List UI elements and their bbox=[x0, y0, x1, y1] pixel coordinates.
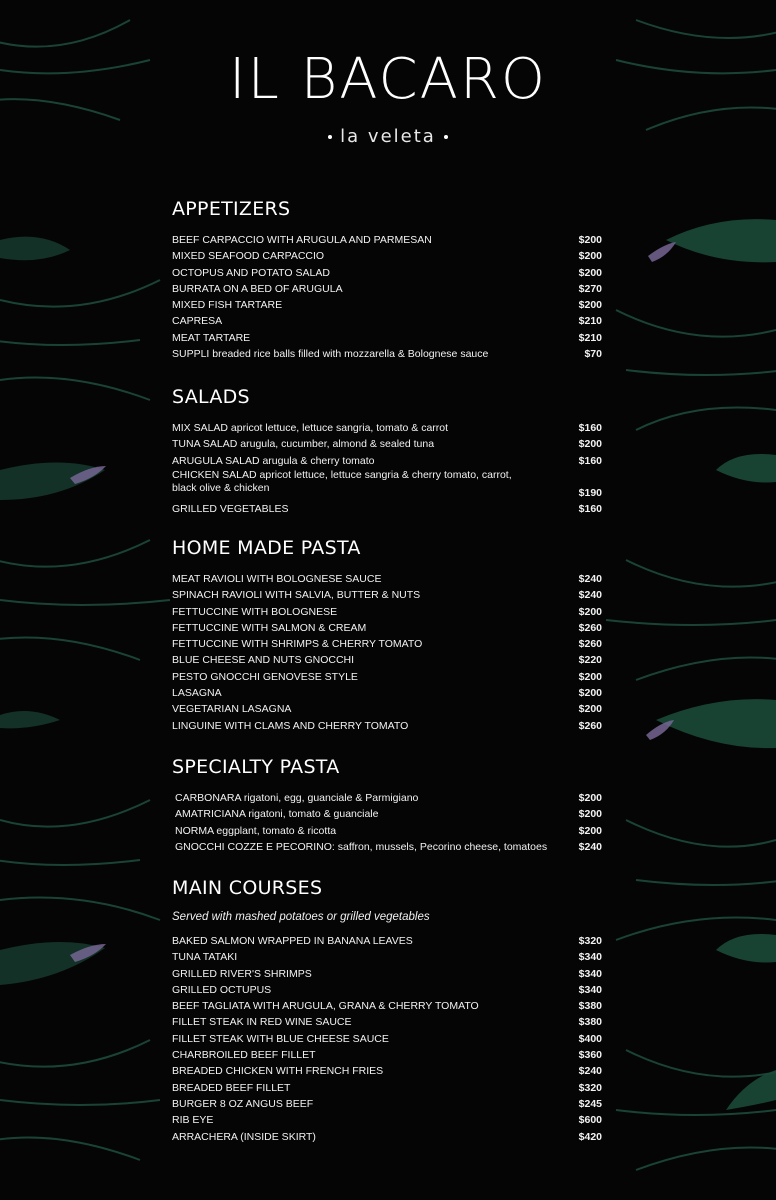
menu-item bbox=[175, 823, 602, 839]
menu-item bbox=[172, 330, 602, 346]
item-price: $200 bbox=[578, 792, 602, 804]
menu-item bbox=[172, 1112, 602, 1128]
menu-item bbox=[172, 1080, 602, 1096]
item-price: $380 bbox=[578, 1000, 602, 1013]
item-name: TUNA TATAKI bbox=[172, 951, 238, 964]
item-price: $240 bbox=[578, 840, 602, 853]
item-name: MEAT RAVIOLI WITH BOLOGNESE SAUCE bbox=[172, 573, 382, 585]
item-price: $240 bbox=[578, 589, 602, 602]
item-price: $210 bbox=[578, 331, 602, 344]
menu-item bbox=[175, 790, 602, 806]
item-price: $340 bbox=[578, 951, 602, 964]
menu-item bbox=[172, 571, 602, 587]
section-title: APPETIZERS bbox=[172, 198, 291, 220]
section-salads bbox=[172, 386, 602, 517]
item-list bbox=[172, 420, 602, 517]
item-name: MIXED FISH TARTARE bbox=[172, 299, 283, 312]
menu-item bbox=[172, 949, 602, 965]
section-specialty-pasta bbox=[172, 756, 602, 855]
restaurant-subtitle bbox=[0, 126, 776, 147]
menu-item bbox=[172, 587, 602, 603]
section-note: Served with mashed potatoes or grilled vegetables bbox=[172, 911, 430, 923]
section-title: HOME MADE PASTA bbox=[172, 537, 361, 559]
menu-item bbox=[172, 1063, 602, 1079]
item-list bbox=[175, 790, 602, 855]
item-price: $200 bbox=[578, 687, 602, 700]
item-name: ARRACHERA (INSIDE SKIRT) bbox=[172, 1130, 316, 1143]
dot-icon bbox=[444, 135, 448, 139]
item-name: GRILLED OCTUPUS bbox=[172, 983, 272, 996]
menu-item bbox=[172, 346, 602, 362]
section-title: SALADS bbox=[172, 386, 250, 408]
item-price: $160 bbox=[578, 422, 602, 434]
item-name: TUNA SALAD arugula, cucumber, almond & sealed tuna bbox=[172, 438, 435, 451]
item-price: $260 bbox=[578, 638, 602, 651]
item-name: LASAGNA bbox=[172, 687, 222, 700]
item-price: $245 bbox=[578, 1097, 602, 1110]
item-name: CARBONARA rigatoni, egg, guanciale & Parmigiano bbox=[175, 792, 419, 804]
item-price: $200 bbox=[578, 250, 602, 263]
item-price: $70 bbox=[584, 348, 602, 361]
item-price: $160 bbox=[578, 454, 602, 467]
item-name: CHARBROILED BEEF FILLET bbox=[172, 1049, 316, 1062]
item-name: BEEF CARPACCIO WITH ARUGULA AND PARMESAN bbox=[172, 234, 432, 246]
menu-item bbox=[172, 436, 602, 452]
menu-item bbox=[172, 501, 602, 517]
item-price: $360 bbox=[578, 1049, 602, 1062]
item-price: $200 bbox=[578, 670, 602, 683]
item-name: LINGUINE WITH CLAMS AND CHERRY TOMATO bbox=[172, 719, 409, 732]
right-leaf-border bbox=[576, 0, 776, 1200]
item-name: FILLET STEAK WITH BLUE CHEESE SAUCE bbox=[172, 1032, 389, 1045]
item-name: SPINACH RAVIOLI WITH SALVIA, BUTTER & NUTS bbox=[172, 589, 421, 602]
item-name: VEGETARIAN LASAGNA bbox=[172, 703, 292, 716]
item-name: BEEF TAGLIATA WITH ARUGULA, GRANA & CHERRY TOMATO bbox=[172, 1000, 479, 1013]
item-name: BURRATA ON A BED OF ARUGULA bbox=[172, 282, 343, 295]
item-price: $320 bbox=[578, 1081, 602, 1094]
section-home-made-pasta bbox=[172, 537, 602, 734]
item-name: AMATRICIANA rigatoni, tomato & guanciale bbox=[175, 808, 379, 821]
item-name: RIB EYE bbox=[172, 1114, 214, 1127]
menu-item bbox=[172, 265, 602, 281]
item-name: BREADED BEEF FILLET bbox=[172, 1081, 291, 1094]
menu-item bbox=[172, 669, 602, 685]
item-name: BREADED CHICKEN WITH FRENCH FRIES bbox=[172, 1065, 384, 1078]
item-price: $260 bbox=[578, 621, 602, 634]
menu-header bbox=[0, 47, 776, 147]
item-price: $200 bbox=[578, 703, 602, 716]
item-price: $380 bbox=[578, 1016, 602, 1029]
item-price: $210 bbox=[578, 315, 602, 328]
item-price: $220 bbox=[578, 654, 602, 667]
menu-item bbox=[172, 248, 602, 264]
item-name: MEAT TARTARE bbox=[172, 331, 251, 344]
item-price: $420 bbox=[578, 1130, 602, 1143]
item-name: ARUGULA SALAD arugula & cherry tomato bbox=[172, 454, 375, 467]
menu-item bbox=[172, 620, 602, 636]
palm-leaves-icon bbox=[576, 0, 776, 1200]
item-price: $600 bbox=[578, 1114, 602, 1127]
menu-item bbox=[172, 718, 602, 734]
item-name: BAKED SALMON WRAPPED IN BANANA LEAVES bbox=[172, 935, 413, 947]
menu-item bbox=[172, 297, 602, 313]
item-price: $320 bbox=[578, 935, 602, 947]
dot-icon bbox=[328, 135, 332, 139]
menu-item bbox=[172, 453, 602, 469]
restaurant-title: IL BACARO bbox=[229, 47, 547, 112]
left-leaf-border bbox=[0, 0, 200, 1200]
item-price: $200 bbox=[578, 234, 602, 246]
item-name: FETTUCCINE WITH SALMON & CREAM bbox=[172, 621, 367, 634]
item-price: $200 bbox=[578, 824, 602, 837]
item-price: $200 bbox=[578, 605, 602, 618]
menu-item bbox=[172, 232, 602, 248]
item-list bbox=[172, 933, 602, 1145]
item-name: FILLET STEAK IN RED WINE SAUCE bbox=[172, 1016, 352, 1029]
menu-item bbox=[172, 604, 602, 620]
menu-item bbox=[172, 982, 602, 998]
menu-item bbox=[172, 1031, 602, 1047]
menu-item bbox=[172, 701, 602, 717]
item-name: CAPRESA bbox=[172, 315, 223, 328]
item-name: MIX SALAD apricot lettuce, lettuce sangria, tomato & carrot bbox=[172, 422, 449, 434]
item-price: $190 bbox=[578, 486, 602, 499]
menu-item bbox=[172, 1096, 602, 1112]
item-price: $240 bbox=[578, 1065, 602, 1078]
item-list bbox=[172, 232, 602, 362]
item-price: $240 bbox=[578, 573, 602, 585]
menu-item bbox=[172, 966, 602, 982]
section-appetizers bbox=[172, 198, 602, 362]
item-name: PESTO GNOCCHI GENOVESE STYLE bbox=[172, 670, 358, 683]
menu-item bbox=[175, 839, 602, 855]
menu-item bbox=[172, 685, 602, 701]
menu-item bbox=[172, 636, 602, 652]
item-name: GRILLED VEGETABLES bbox=[172, 503, 289, 516]
item-price: $270 bbox=[578, 282, 602, 295]
section-title: MAIN COURSES bbox=[172, 877, 323, 899]
item-price: $200 bbox=[578, 299, 602, 312]
menu-item bbox=[172, 1014, 602, 1030]
menu-item bbox=[175, 806, 602, 822]
menu-item bbox=[172, 933, 602, 949]
item-name: BLUE CHEESE AND NUTS GNOCCHI bbox=[172, 654, 355, 667]
item-name: GRILLED RIVER'S SHRIMPS bbox=[172, 967, 312, 980]
item-price: $260 bbox=[578, 719, 602, 732]
item-name: GNOCCHI COZZE E PECORINO: saffron, mussels, Pecorino cheese, tomatoes bbox=[175, 840, 548, 853]
menu-item bbox=[172, 313, 602, 329]
menu-item bbox=[172, 281, 602, 297]
palm-leaves-icon bbox=[0, 0, 200, 1200]
item-name: OCTOPUS AND POTATO SALAD bbox=[172, 266, 330, 279]
menu-item bbox=[172, 998, 602, 1014]
menu-item bbox=[172, 420, 602, 436]
menu-item bbox=[172, 1129, 602, 1145]
item-name: CHICKEN SALAD apricot lettuce, lettuce sangria & cherry tomato, carrot, black olive & chicken bbox=[172, 468, 512, 495]
item-price: $200 bbox=[578, 808, 602, 821]
item-name: MIXED SEAFOOD CARPACCIO bbox=[172, 250, 325, 263]
item-price: $200 bbox=[578, 438, 602, 451]
item-price: $340 bbox=[578, 967, 602, 980]
menu-item bbox=[172, 1047, 602, 1063]
item-name: FETTUCCINE WITH SHRIMPS & CHERRY TOMATO bbox=[172, 638, 423, 651]
item-list bbox=[172, 571, 602, 734]
item-name: SUPPLI breaded rice balls filled with mozzarella & Bolognese sauce bbox=[172, 348, 489, 361]
item-price: $200 bbox=[578, 266, 602, 279]
item-name: NORMA eggplant, tomato & ricotta bbox=[175, 824, 337, 837]
section-main-courses bbox=[172, 877, 602, 1145]
item-name: BURGER 8 OZ ANGUS BEEF bbox=[172, 1097, 314, 1110]
item-price: $340 bbox=[578, 983, 602, 996]
subtitle-text: la veleta bbox=[340, 126, 436, 147]
menu-item bbox=[172, 469, 602, 501]
item-price: $400 bbox=[578, 1032, 602, 1045]
menu-item bbox=[172, 652, 602, 668]
item-name: FETTUCCINE WITH BOLOGNESE bbox=[172, 605, 338, 618]
section-title: SPECIALTY PASTA bbox=[172, 756, 340, 778]
item-price: $160 bbox=[578, 503, 602, 516]
